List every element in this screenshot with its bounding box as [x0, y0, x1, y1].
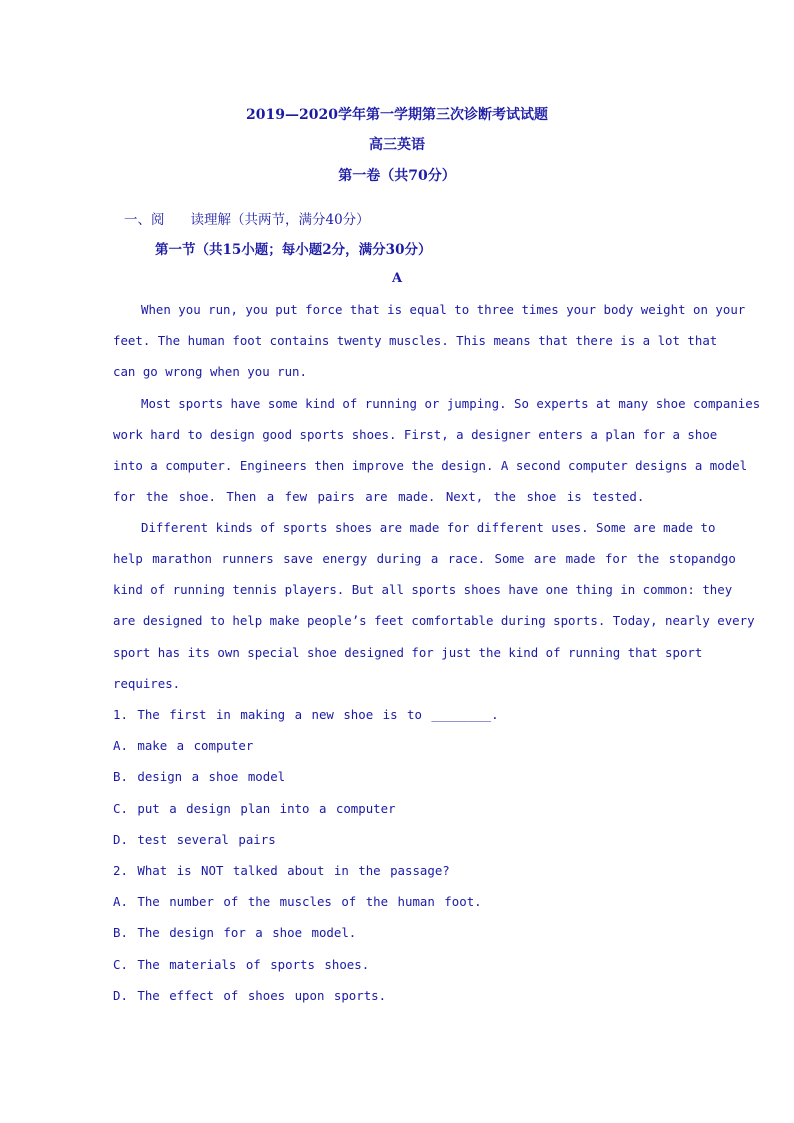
passage-line: kind of running tennis players. But all sports shoes have one thing in common: they: [113, 582, 733, 597]
passage-line: feet. The human foot contains twenty muscles. This means that there is a lot that: [113, 333, 718, 348]
passage-line: Different kinds of sports shoes are made for different uses. Some are made to: [141, 520, 716, 535]
passage-line: sport has its own special shoe designed for just the kind of running that sport: [113, 645, 703, 660]
passage-line: for the shoe. Then a few pairs are made. Next, the shoe is tested.: [113, 489, 645, 504]
question-option: C. The materials of sports shoes.: [113, 957, 370, 972]
question-option: D. test several pairs: [113, 832, 276, 847]
passage-line: requires.: [113, 676, 181, 691]
question-option: B. The design for a shoe model.: [113, 925, 357, 940]
passage-line: When you run, you put force that is equal to three times your body weight on your: [141, 302, 746, 317]
passage-line: are designed to help make people’s feet comfortable during sports. Today, nearly every: [113, 613, 755, 628]
passage-line: Most sports have some kind of running or jumping. So experts at many shoe companies: [141, 396, 761, 411]
subject-title: 高三英语: [369, 137, 425, 153]
passage-line: help marathon runners save energy during a race. Some are made for the stopandgo: [113, 551, 736, 566]
question-option: A. The number of the muscles of the human foot.: [113, 894, 482, 909]
passage-line: work hard to design good sports shoes. First, a designer enters a plan for a shoe: [113, 427, 718, 442]
volume-title: 第一卷（共70分）: [338, 168, 456, 184]
subsection-heading: 第一节（共15小题；每小题2分，满分30分）: [155, 242, 432, 258]
passage-line: can go wrong when you run.: [113, 364, 307, 379]
question-option: D. The effect of shoes upon sports.: [113, 988, 387, 1003]
passage-line: into a computer. Engineers then improve the design. A second computer designs a model: [113, 458, 748, 473]
section-heading: [124, 208, 370, 228]
question-option: C. put a design plan into a computer: [113, 801, 396, 816]
question-option: A. make a computer: [113, 738, 254, 753]
question-option: B. design a shoe model: [113, 769, 286, 784]
exam-title: 2019—2020学年第一学期第三次诊断考试试题: [246, 107, 548, 123]
passage-letter: A: [391, 271, 403, 286]
section-part-rest: 读理解（共两节，满分40分）: [190, 212, 370, 228]
section-part-number: 一、阅: [124, 212, 165, 228]
question-stem: 2. What is NOT talked about in the passage?: [113, 863, 450, 878]
question-stem: 1. The first in making a new shoe is to ________.: [113, 707, 499, 722]
